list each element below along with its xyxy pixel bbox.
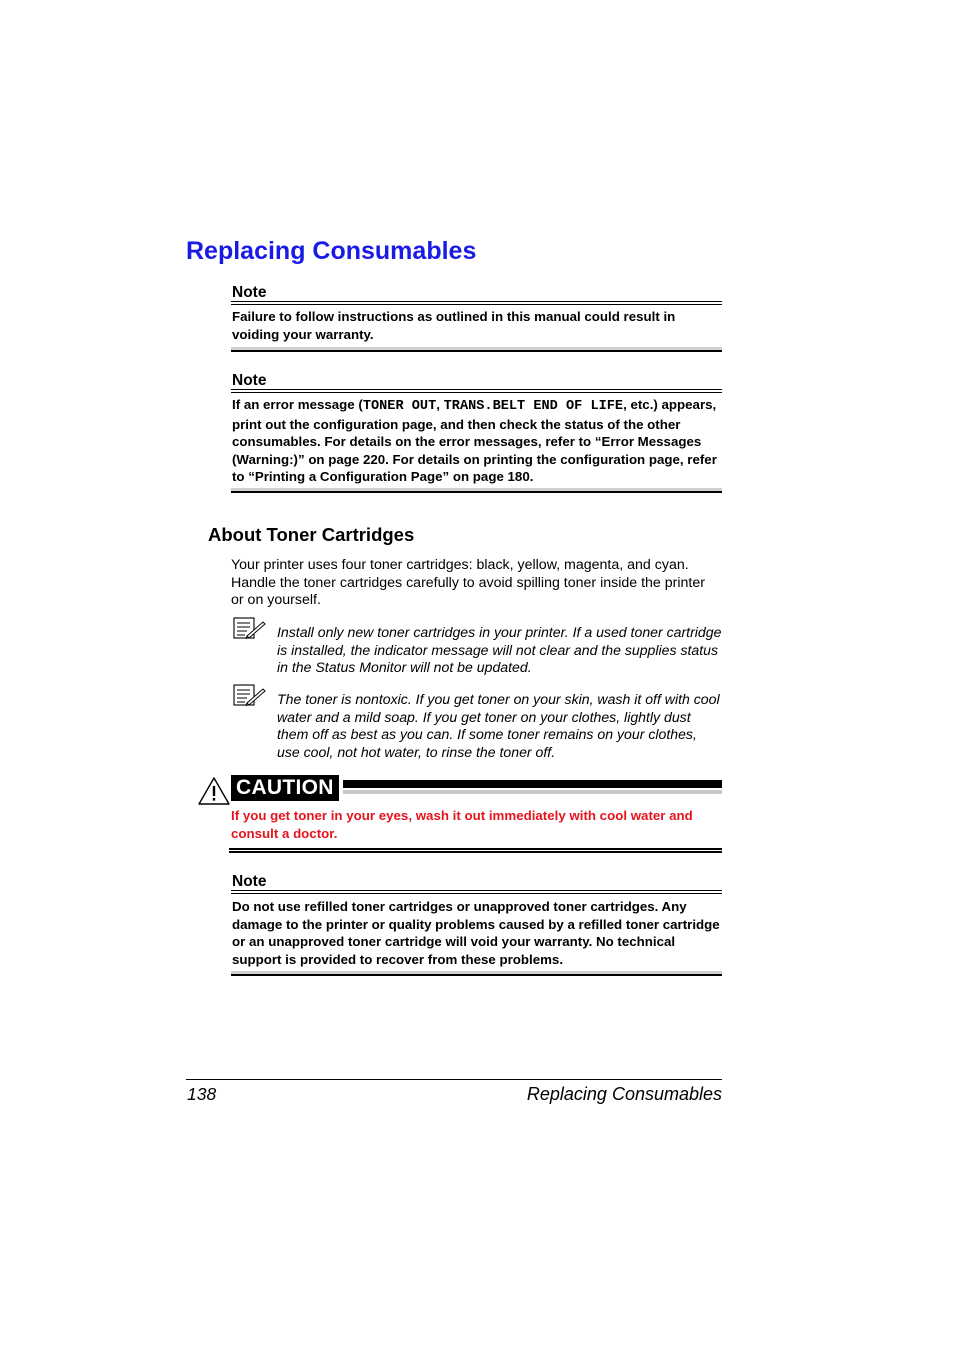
note-label: Note	[232, 873, 267, 890]
error-code: TONER OUT	[362, 399, 437, 414]
footer-rule	[186, 1079, 722, 1080]
note-top-rule	[231, 890, 722, 894]
note-text: Do not use refilled toner cartridges or unapproved toner cartridges. Any damage to the printer or quality problems caused by a refilled toner cartridge or an unapproved toner cartridge will void your warranty. No technical support is provided to recover from these problems.	[232, 899, 720, 967]
note-text: Failure to follow instructions as outlined in this manual could result in voiding your warranty.	[232, 309, 676, 342]
caution-bottom-rule	[229, 848, 722, 853]
note-top-rule	[231, 301, 722, 305]
note-label: Note	[232, 284, 267, 301]
footer-section-title: Replacing Consumables	[526, 1084, 722, 1104]
intro-paragraph: Your printer uses four toner cartridges: black, yellow, magenta, and cyan. Handle the toner cartridges carefully to avoid spilling toner inside the printer or on yourself.	[231, 557, 705, 609]
note-pencil-icon	[233, 617, 267, 641]
note-bottom-rule	[231, 347, 722, 352]
note-text-rest: , etc.) appears, print out the configuration page, and then check the status of the other consumables. For details on the error messages, refer to “Error Messages (Warning:)” on page 220. For details on printing the configuration page, refer to “Printing a Configuration Page” on page 180.	[232, 397, 717, 485]
tip-text: The toner is nontoxic. If you get toner on your skin, wash it off with cool water and a mild soap. If you get toner on your clothes, lightly dust them off as best as you can. If some toner remains on your clothes, use cool, not hot water, to rinse the toner off.	[277, 691, 720, 761]
note-text-prefix: If an error message (	[232, 397, 363, 412]
caution-bar	[343, 780, 722, 788]
section-heading: About Toner Cartridges	[208, 524, 415, 545]
note-text	[232, 396, 722, 486]
note-label: Note	[232, 372, 267, 389]
note-pencil-icon	[233, 684, 267, 708]
page-number: 138	[187, 1084, 217, 1104]
page-title: Replacing Consumables	[186, 237, 477, 265]
error-code: TRANS.BELT END OF LIFE	[443, 399, 624, 414]
caution-text: If you get toner in your eyes, wash it out immediately with cool water and consult a doctor.	[231, 808, 693, 841]
note-bottom-rule	[231, 488, 722, 493]
caution-bar-shadow	[343, 790, 722, 794]
tip-text: Install only new toner cartridges in your printer. If a used toner cartridge is installed, the indicator message will not clear and the supplies status in the Status Monitor will not be updated.	[277, 624, 722, 676]
warning-triangle-icon	[197, 776, 231, 806]
note-top-rule	[231, 389, 722, 393]
caution-badge: CAUTION	[231, 775, 339, 801]
note-bottom-rule	[231, 971, 722, 976]
note-text-sep: ,	[436, 397, 444, 412]
